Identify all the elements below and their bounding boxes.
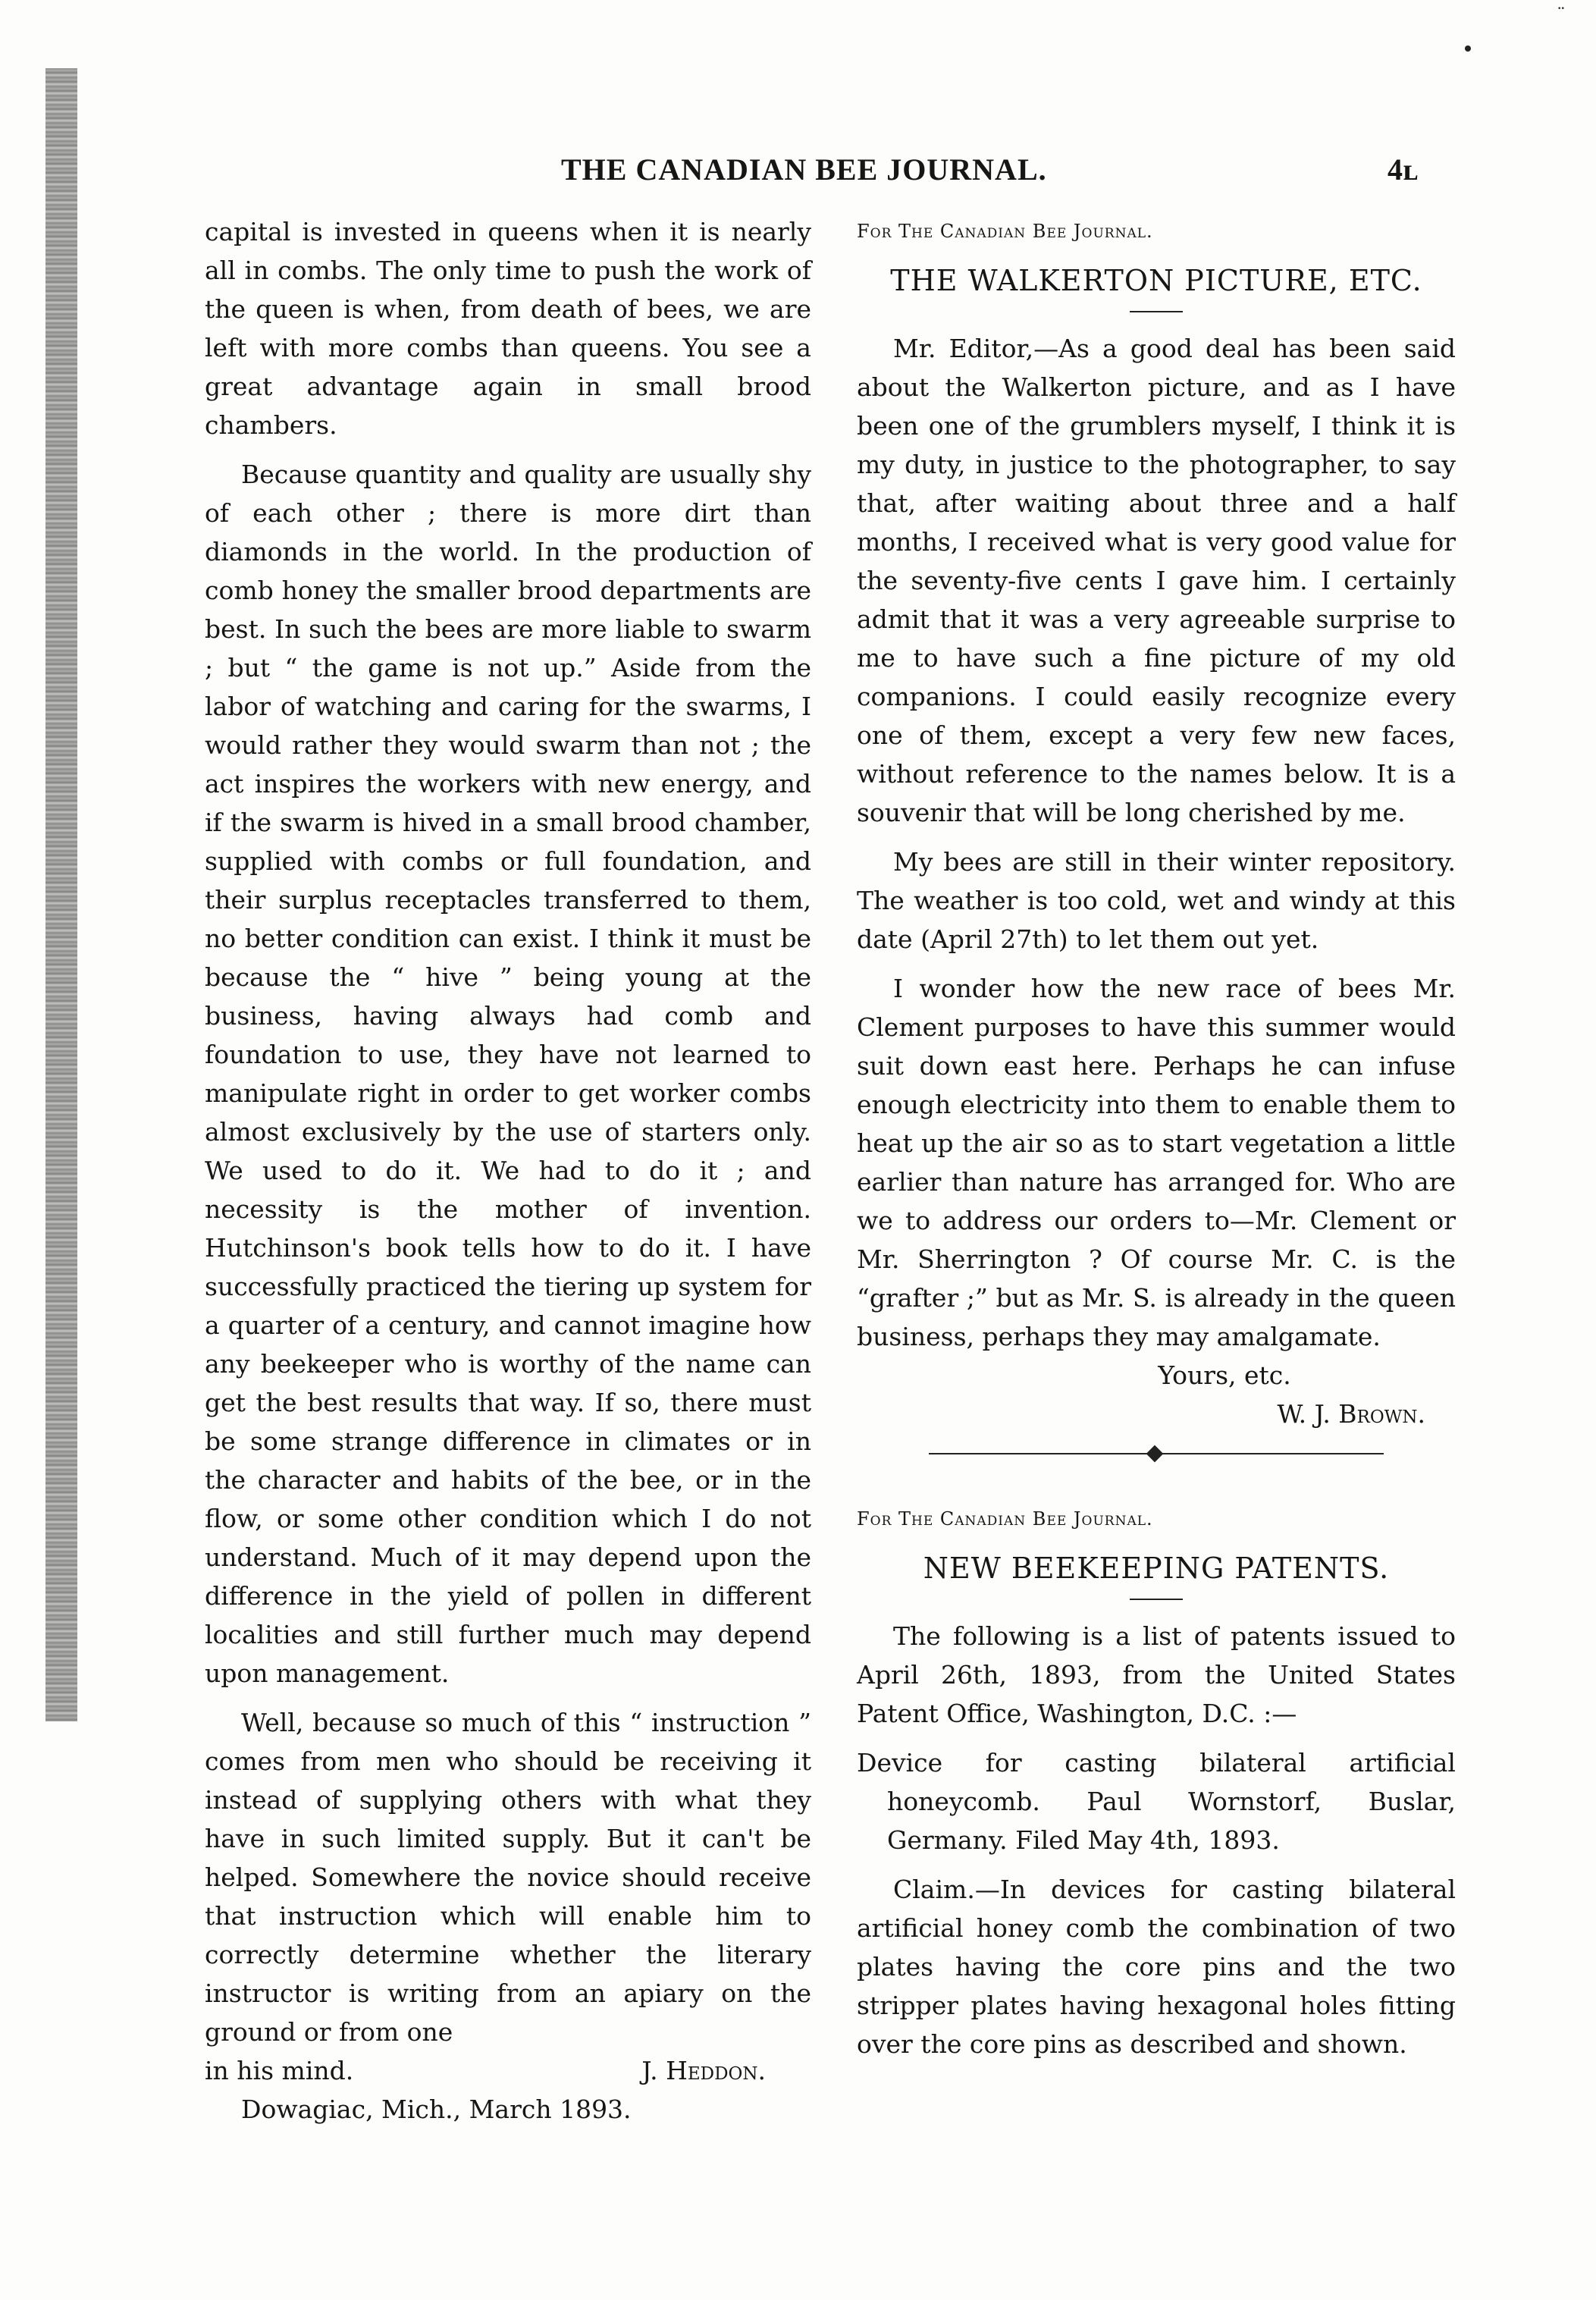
patent-claim: Claim.—In devices for casting bilateral artificial honey comb the combination of two plates having the core pins and the two stripper plates having hexagonal holes fitting over the core pins as described and shown. <box>857 1875 1456 2059</box>
article-beekeeping-patents <box>857 1500 1456 2063</box>
left-paragraph-3-last-line: in his mind. <box>205 2056 354 2085</box>
article-2-paragraph-1: The following is a list of patents issued to April 26th, 1893, from the United States Patent Office, Washington, D.C. :— <box>857 1621 1456 1728</box>
article-walkerton-picture <box>857 212 1456 1454</box>
headline-rule <box>1130 311 1183 312</box>
author-signature-brown: W. J. Brown. <box>1277 1399 1425 1429</box>
left-paragraph-3: Well, because so much of this “ instruction ” comes from men who should be receiving it instead of supplying others with what they have in such limited supply. But it can't be helped. Somewhere the novice should receive that instruction which will enable him to correctly determine whether the literary instructor is writing from an apiary on the ground or from one <box>205 1708 811 2047</box>
article-1-closing: Yours, etc. <box>1158 1360 1291 1390</box>
article-1-paragraph-2: My bees are still in their winter repository. The weather is too cold, wet and windy at this date (April 27th) to let them out yet. <box>857 847 1456 954</box>
journal-header-title: THE CANADIAN BEE JOURNAL. <box>561 152 1047 187</box>
divider-ornament <box>1146 1445 1164 1463</box>
author-signature-heddon: J. Heddon. <box>641 2056 766 2085</box>
ink-speck <box>1465 45 1471 52</box>
left-signature-row <box>205 2051 811 2090</box>
section-divider <box>929 1453 1384 1454</box>
page-number: 4ʟ <box>1387 152 1419 187</box>
article-2-kicker: For The Canadian Bee Journal. <box>857 1508 1153 1530</box>
article-2-headline: NEW BEEKEEPING PATENTS. <box>923 1552 1390 1585</box>
left-column <box>205 212 811 2129</box>
right-column <box>857 212 1456 2074</box>
article-1-paragraph-1: Mr. Editor,—As a good deal has been said about the Walkerton picture, and as I have been one of the grumblers myself, I think it is my duty, in justice to the photographer, to say that, after waiting about three and a half months, I received what is very good value for the seventy-five cents I gave him. I certainly admit that it was a very agreeable surprise to me to have such a fine picture of my old companions. I could easily recognize every one of them, except a very few new faces, without reference to the names below. It is a souvenir that will be long cherished by me. <box>857 334 1456 827</box>
headline-rule-2 <box>1130 1599 1183 1600</box>
patent-entry: Device for casting bilateral artificial honeycomb. Paul Wornstorf, Buslar, Germany. Filed May 4th, 1893. <box>857 1748 1456 1855</box>
left-paragraph-2: Because quantity and quality are usually shy of each other ; there is more dirt than diamonds in the world. In the production of comb honey the smaller brood departments are best. In such the bees are more liable to swarm ; but “ the game is not up.” Aside from the labor of watching and caring for the swarms, I would rather they would swarm than not ; the act inspires the workers with new energy, and if the swarm is hived in a small brood chamber, supplied with combs or full foundation, and their surplus receptacles transferred to them, no better condition can exist. I think it must be because the “ hive ” being young at the business, having always had comb and foundation to use, they have not learned to manipulate right in order to get worker combs almost exclusively by the use of starters only. We used to do it. We had to do it ; and necessity is the mother of invention. Hutchinson's book tells how to do it. I have successfully practiced the tiering up system for a quarter of a century, and cannot imagine how any beekeeper who is worthy of the name can get the best results that way. If so, there must be some strange difference in climates or in the character and habits of the bee, or in the flow, or some other condition which I do not understand. Much of it may depend upon the difference in the yield of pollen in different localities and still further much may depend upon management. <box>205 460 811 1688</box>
page-binding-edge <box>45 68 77 1721</box>
article-1-kicker: For The Canadian Bee Journal. <box>857 221 1153 242</box>
left-paragraph-1: capital is invested in queens when it is nearly all in combs. The only time to push the work of the queen is when, from death of bees, we are left with more combs than queens. You see a great advantage again in small brood chambers. <box>205 217 811 440</box>
corner-mark: ¨ <box>1557 5 1566 26</box>
article-1-paragraph-3: I wonder how the new race of bees Mr. Clement purposes to have this summer would suit down east here. Perhaps he can infuse enough electricity into them to enable them to heat up the air so as to start vegetation a little earlier than nature has arranged for. Who are we to address our orders to—Mr. Clement or Mr. Sherrington ? Of course Mr. C. is the “grafter ;” but as Mr. S. is already in the queen business, perhaps they may amalgamate. <box>857 974 1456 1351</box>
dateline: Dowagiac, Mich., March 1893. <box>241 2094 632 2124</box>
article-1-headline: THE WALKERTON PICTURE, ETC. <box>890 264 1422 297</box>
